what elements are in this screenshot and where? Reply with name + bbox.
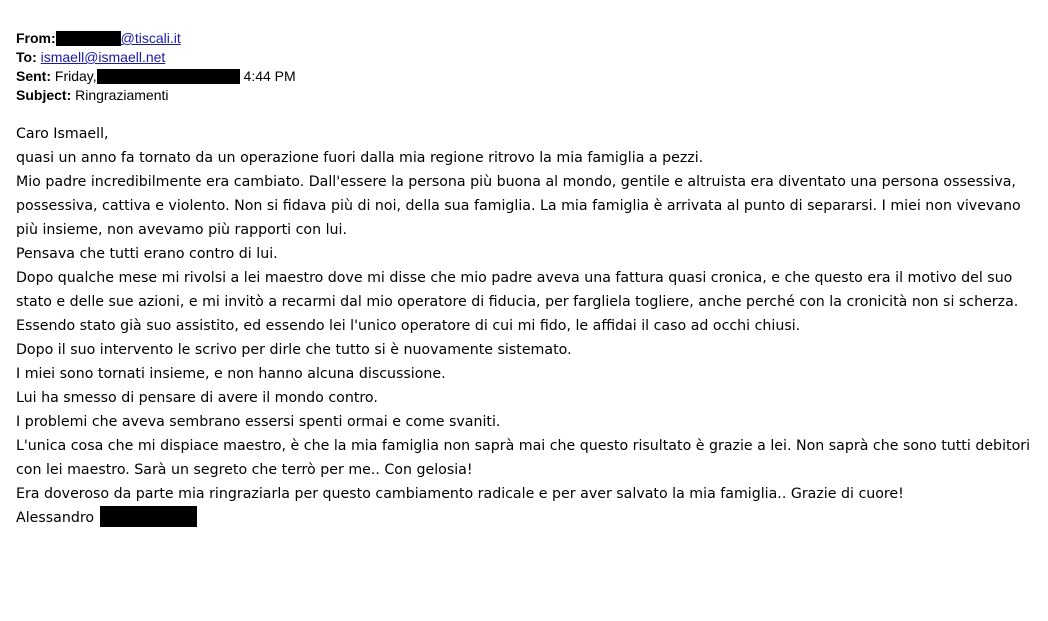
body-paragraph: Pensava che tutti erano contro di lui. [16, 246, 278, 262]
subject-value: Ringraziamenti [75, 87, 169, 103]
body-paragraph: Dopo qualche mese mi rivolsi a lei maestro dove mi disse che mio padre aveva una fattura quasi cronica, e che questo era il motivo del suo stato e delle sue azioni, e mi invitò a recarmi dal mio operatore di fiducia, per fargliela togliere, anche perché con la cronicità non si scherza. [16, 270, 1019, 310]
redacted-surname [100, 506, 197, 527]
from-address-link[interactable]: @tiscali.it [120, 30, 181, 46]
sent-time: 4:44 PM [243, 68, 296, 84]
sent-day: Friday, [54, 68, 97, 84]
from-label: From: [16, 30, 56, 46]
from-row [16, 29, 296, 48]
to-address-link[interactable]: ismaell@ismaell.net [40, 49, 166, 65]
sent-row [16, 67, 296, 86]
body-paragraph: I problemi che aveva sembrano essersi spenti ormai e come svaniti. [16, 414, 501, 430]
redacted-sender-name [56, 31, 121, 46]
signature-name: Alessandro [16, 510, 95, 526]
email-body [16, 122, 1041, 530]
body-paragraph: Era doveroso da parte mia ringraziarla per questo cambiamento radicale e per aver salvato la mia famiglia.. Grazie di cuore! [16, 486, 904, 502]
body-paragraph: I miei sono tornati insieme, e non hanno alcuna discussione. [16, 366, 446, 382]
subject-label: Subject: [16, 87, 72, 103]
greeting: Caro Ismaell, [16, 126, 109, 142]
body-paragraph: L'unica cosa che mi dispiace maestro, è che la mia famiglia non saprà mai che questo risultato è grazie a lei. Non saprà che sono tutti debitori con lei maestro. Sarà un segreto che terrò per me.. Con gelosia! [16, 438, 1031, 478]
body-paragraph: Mio padre incredibilmente era cambiato. Dall'essere la persona più buona al mondo, gentile e altruista era diventato una persona ossessiva, possessiva, cattiva e violento. Non si fidava più di noi, della sua famiglia. La mia famiglia è arrivata al punto di separarsi. I miei non vivevano più insieme, non avevamo più rapporti con lui. [16, 174, 1021, 238]
sent-label: Sent: [16, 68, 51, 84]
subject-row [16, 86, 296, 105]
redacted-sent-date [97, 69, 240, 84]
to-label: To: [16, 49, 37, 65]
body-paragraph: Lui ha smesso di pensare di avere il mondo contro. [16, 390, 378, 406]
body-paragraph: Dopo il suo intervento le scrivo per dirle che tutto si è nuovamente sistemato. [16, 342, 572, 358]
body-paragraph: Essendo stato già suo assistito, ed essendo lei l'unico operatore di cui mi fido, le affidai il caso ad occhi chiusi. [16, 318, 801, 334]
to-row [16, 48, 296, 67]
body-paragraph: quasi un anno fa tornato da un operazione fuori dalla mia regione ritrovo la mia famiglia a pezzi. [16, 150, 704, 166]
signature [16, 506, 1041, 530]
email-header [16, 29, 296, 105]
